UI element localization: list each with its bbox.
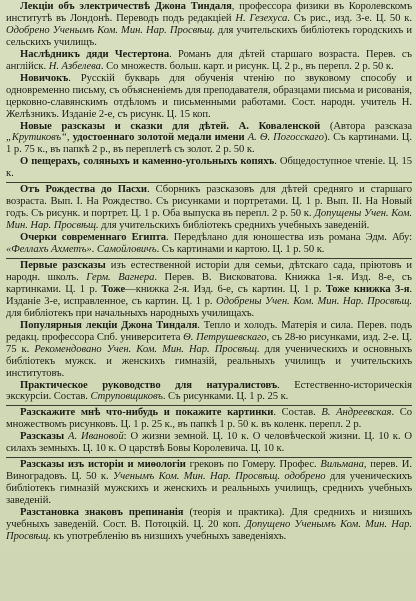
catalog-entry <box>6 1 412 49</box>
section-divider <box>6 258 412 259</box>
catalog-entry <box>6 407 412 431</box>
entry-text: для библіотекъ при начальныхъ народныхъ училищахъ. <box>6 307 255 319</box>
entry-italic-text: Герм. Вагнера <box>86 271 155 283</box>
entry-title: Наслѣдникъ дяди Честертона <box>20 48 170 60</box>
entry-italic-text: Ѳ. Петрушевскаго <box>183 331 267 343</box>
entry-italic-text: Ученымъ Ком. Мин. Нар. Просвѣщ. одобрено <box>113 471 326 483</box>
entry-text: для ученическихъ библіотекъ гимназій мужскихъ и женскихъ и реальныхъ училищъ, среднихъ учебныхъ заведеній. <box>6 471 412 507</box>
entry-text: , перев. И. Виноградовъ. Ц. 50 к. <box>6 459 413 483</box>
entry-text: : О жизни земной. Ц. 10 к. О человѣческой жизни. Ц. 10 к. О силахъ земныхъ. Ц. 10 к. О царствѣ Бовы Королевича. Ц. 10 к. <box>6 431 412 455</box>
entry-text: . Съ рис., изд. 3-е. Ц. 50 к. <box>287 12 412 24</box>
entry-text: , съ 28-ю рисунками, изд. 2-е. Ц. 75 к. <box>6 331 412 355</box>
entry-title: Разсказы изъ исторіи и миѳологіи <box>20 459 186 471</box>
entry-italic-text: Н. Азбелева <box>48 60 101 72</box>
entry-text: . Со множествомъ рисунковъ. Ц. 1 р. 25 к., въ папкѣ 1 р. 50 к. въ коленк. перепл. 2 р. <box>6 407 412 431</box>
entry-text: —книжка 2-я. Изд. 6-е, съ картин. Ц. 1 р. <box>125 283 326 295</box>
entry-text: (теорія и практика). Для среднихъ и низшихъ учебныхъ заведеній. Сост. В. Потоцкій. Ц. 20 коп. <box>6 507 413 530</box>
catalog-entry <box>6 156 412 180</box>
entry-title: Популярныя лекціи Джона Тиндаля <box>20 319 198 331</box>
catalog-entry <box>6 507 412 543</box>
entry-italic-text: А. Ивановой <box>68 431 124 443</box>
catalog-entry <box>6 320 412 380</box>
entry-title: Новые разсказы и сказки для дѣтей. А. Коваленской <box>20 120 321 132</box>
entry-text: . Общедоступное чтеніе. Ц. 15 к. <box>6 156 412 180</box>
entry-italic-text: В. Андреевская <box>321 407 392 419</box>
entry-italic-text: „Крутиковъ“ <box>6 132 67 144</box>
entry-text: . <box>91 244 97 256</box>
entry-text: . Романъ для дѣтей старшаго возраста. Перев. съ англійск. <box>6 48 412 72</box>
catalog-entry <box>6 380 412 404</box>
entry-text: (Автора разсказа <box>320 120 412 132</box>
entry-text: . Со множеств. больш. карт. и рисунк. Ц. 2 р., въ перепл. 2 р. 50 к. <box>100 60 394 72</box>
entry-text: . Сборникъ разсказовъ для дѣтей средняго и старшаго возраста. Вып. I. На Рождество. Съ рисунками и портретами. Ц. 1 р. Вып. II. На Новый годъ. Съ рисунк. и портрет. Ц. 1 р. Оба выпуска въ перепл. 2 р. 50 к. <box>6 184 412 220</box>
entry-title: Тоже книжка 3-я <box>325 283 410 295</box>
catalog-entry <box>6 459 412 507</box>
catalog-entry <box>6 260 412 320</box>
entry-title: Отъ Рождества до Пасхи <box>20 184 147 196</box>
entry-italic-text: Допущено Ученымъ Ком. Мин. Нар. Просвѣщ. <box>6 518 412 542</box>
entry-italic-text: Одобрены Учен. Ком. Мин. Нар. Просвѣщ. <box>216 295 412 307</box>
entry-text: . Съ картинами и картою. Ц. 1 р. 50 к. <box>156 244 325 256</box>
catalog-entry <box>6 232 412 256</box>
entry-title: О пещерахъ, соляныхъ и каменно-угольныхъ копяхъ <box>20 156 275 168</box>
entry-italic-text: Самойловичъ <box>96 244 157 256</box>
entry-italic-text: А. Ѳ. Погосскаго <box>247 132 324 144</box>
entry-text: , профессора физики въ Королевскомъ институтѣ въ Лондонѣ. Переводъ подъ редакціей <box>6 1 412 24</box>
entry-title: Очерки современнаго Египта <box>20 232 167 244</box>
catalog-entry <box>6 49 412 73</box>
catalog-entry <box>6 121 412 157</box>
entry-title: Лекціи объ электричествѣ Джона Тиндаля <box>20 1 232 12</box>
entry-italic-text: Вильмана <box>320 459 364 471</box>
entry-text: грековъ по Гомеру. Профес. <box>185 459 321 471</box>
entry-text: . Изданіе 3-е, исправленное, съ картин. Ц. 1 р. <box>6 283 412 307</box>
entry-title: Разсказы <box>20 431 65 443</box>
entry-text: . Передѣлано для юношества изъ романа Эдм. Абу: <box>166 232 412 244</box>
entry-italic-text: Струповщиковъ <box>90 391 163 403</box>
entry-text: для учительскихъ библіотекъ среднихъ учебныхъ заведеній. <box>98 220 370 232</box>
entry-title: удостоеннаго золотой медали имени <box>72 132 245 144</box>
section-divider <box>6 405 412 406</box>
entry-title: Новичокъ <box>20 72 69 84</box>
entry-text: . Тепло и холодъ. Матерія и сила. Перев. подъ редакц. профессора Спб. университета <box>6 319 413 343</box>
catalog-entry <box>6 431 412 455</box>
entry-text: изъ естественной исторіи для семьи, дѣтскаго сада, пріютовъ и народн. школъ. <box>6 259 413 283</box>
entry-text: . Съ рисунками. Ц. 1 р. 25 к. <box>162 391 289 403</box>
entry-italic-text: «Феллахъ Ахметъ» <box>6 244 92 256</box>
entry-italic-text: Допущены Учен. Ком. Мин. Нар. Просвѣщ. <box>6 208 413 232</box>
section-divider <box>6 182 412 183</box>
catalog-entry <box>6 184 412 232</box>
catalog-entry <box>6 73 412 121</box>
entry-text: ). Съ картинами. Ц. 1 р. 75 к., въ папкѣ 2 р., въ переплетѣ съ золот. 2 р. 50 к. <box>6 132 412 156</box>
entry-italic-text: Одобрено Ученымъ Ком. Мин. Нар. Просвѣщ. <box>6 24 215 36</box>
entry-text: . Естественно-историческія экскурсіи. Состав. <box>6 379 412 403</box>
entry-text: . Русскій букварь для обученія чтенію по звуковому способу и одновременно письму, съ объясненіемъ для преподавателя, образцами письма и рисованія, церковно-славянскимъ отдѣломъ и письменными работами. Сост. народн. учитель Н. Желѣзникъ. Изданіе 2-е, съ рисунк. Ц. 15 коп. <box>6 72 412 120</box>
entry-text: для ученическихъ и основныхъ библіотекъ мужск. и женскихъ гимназій, реальныхъ училищъ и учительскихъ институтовъ. <box>6 343 413 379</box>
entry-title: Первые разсказы <box>20 259 106 271</box>
entry-text: для учительскихъ библіотекъ городскихъ и сельскихъ училищъ. <box>6 24 412 48</box>
entry-text: , <box>66 132 73 144</box>
entry-italic-text: Рекомендовано Учен. Ком. Мин. Нар. Просвѣщ. <box>34 343 260 355</box>
entry-title: Разстановка знаковъ препинанія <box>20 507 184 519</box>
entry-text: къ употребленію въ низшихъ учебныхъ заведеніяхъ. <box>50 530 287 542</box>
entry-title: Разскажите мнѣ что-нибудь и покажите картинки <box>20 407 274 419</box>
section-divider <box>6 457 412 458</box>
entry-italic-text: Н. Гезехуса <box>235 12 288 24</box>
entry-text: . Перев. В. Висковатова. Книжка 1-я. Изд. 8-е, съ картинками. Ц. 1 р. <box>6 271 412 295</box>
entry-title: Тоже <box>101 283 126 295</box>
entry-title: Практическое руководство для натуралистовъ <box>20 379 278 391</box>
entry-text: . Состав. <box>273 407 322 419</box>
